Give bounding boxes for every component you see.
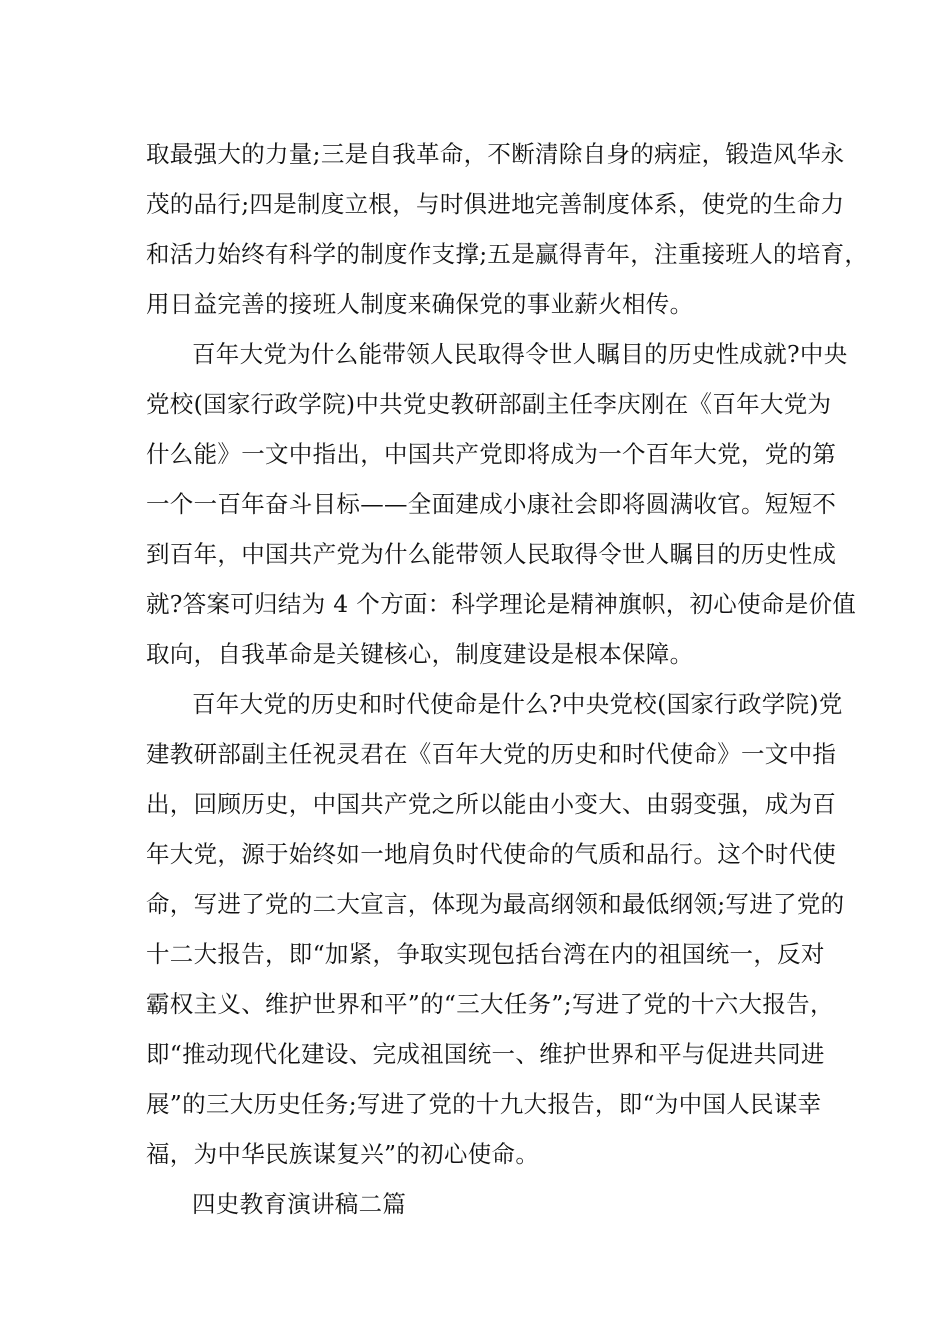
body-text-line: 十二大报告，即“加紧，争取实现包括台湾在内的祖国统一，反对 (146, 940, 825, 968)
body-text-line: 和活力始终有科学的制度作支撑;五是赢得青年，注重接班人的培育， (146, 240, 869, 268)
paragraph-first-line: 百年大党的历史和时代使命是什么?中央党校(国家行政学院)党 (192, 690, 843, 718)
body-text-line: 一个一百年奋斗目标——全面建成小康社会即将圆满收官。短短不 (146, 490, 837, 518)
body-text-line: 取向，自我革命是关键核心，制度建设是根本保障。 (146, 640, 694, 668)
body-text-line: 茂的品行;四是制度立根，与时俱进地完善制度体系，使党的生命力 (146, 190, 845, 218)
body-text-line: 命，写进了党的二大宣言，体现为最高纲领和最低纲领;写进了党的 (146, 890, 845, 918)
body-text-line: 建教研部副主任祝灵君在《百年大党的历史和时代使命》一文中指 (146, 740, 837, 768)
paragraph-first-line: 百年大党为什么能带领人民取得令世人瞩目的历史性成就?中央 (192, 340, 848, 368)
body-text-line: 福，为中华民族谋复兴”的初心使命。 (146, 1140, 540, 1168)
body-text-line: 霸权主义、维护世界和平”的“三大任务”;写进了党的十六大报告， (146, 990, 834, 1018)
body-text-line: 就?答案可归结为 4 个方面：科学理论是精神旗帜，初心使命是价值 (146, 590, 857, 618)
body-text-line: 用日益完善的接班人制度来确保党的事业薪火相传。 (146, 290, 694, 318)
body-text-line: 展”的三大历史任务;写进了党的十九大报告，即“为中国人民谋幸 (146, 1090, 822, 1118)
body-text-line: 取最强大的力量;三是自我革命，不断清除自身的病症，锻造风华永 (146, 140, 845, 168)
body-text-line: 即“推动现代化建设、完成祖国统一、维护世界和平与促进共同进 (146, 1040, 825, 1068)
body-text-line: 什么能》一文中指出，中国共产党即将成为一个百年大党，党的第 (146, 440, 837, 468)
body-text-line: 年大党，源于始终如一地肩负时代使命的气质和品行。这个时代使 (146, 840, 837, 868)
body-text-line: 出，回顾历史，中国共产党之所以能由小变大、由弱变强，成为百 (146, 790, 837, 818)
section-heading: 四史教育演讲稿二篇 (192, 1190, 407, 1218)
body-text-line: 党校(国家行政学院)中共党史教研部副主任李庆刚在《百年大党为 (146, 390, 832, 418)
body-text-line: 到百年，中国共产党为什么能带领人民取得令世人瞩目的历史性成 (146, 540, 837, 568)
